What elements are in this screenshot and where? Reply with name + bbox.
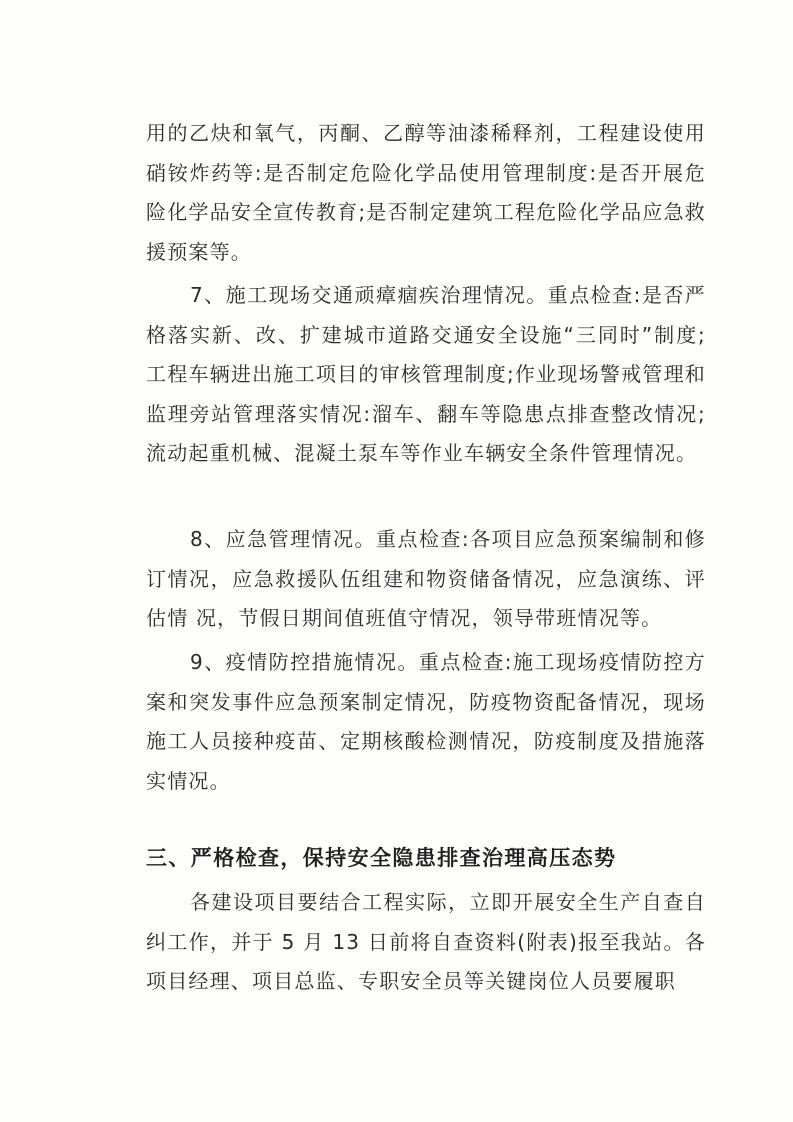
paragraph-item-8: 8、应急管理情况。重点检查:各项目应急预案编制和修订情况，应急救援队伍组建和物资储备情况，应急演练、评估情 况，节假日期间值班值守情况，领导带班情况等。 <box>146 527 706 630</box>
paragraph-item-9: 9、疫情防控措施情况。重点检查:施工现场疫情防控方案和突发事件应急预案制定情况，防疫物资配备情况，现场施工人员接种疫苗、定期核酸检测情况，防疫制度及措施落实情况。 <box>146 650 706 793</box>
section-3-heading: 三、严格检查，保持安全隐患排查治理高压态势 <box>146 846 617 870</box>
section-3-body: 各建设项目要结合工程实际，立即开展安全生产自查自纠工作，并于 5 月 13 日前将自查资料(附表)报至我站。各项目经理、项目总监、专职安全员等关键岗位人员要履职 <box>146 890 706 993</box>
paragraph-continued: 用的乙炔和氧气，丙酮、乙醇等油漆稀释剂，工程建设使用硝铵炸药等:是否制定危险化学品使用管理制度:是否开展危险化学品安全宣传教育;是否制定建筑工程危险化学品应急救援预案等。 <box>146 121 706 264</box>
paragraph-item-7: 7、施工现场交通顽瘴痼疾治理情况。重点检查:是否严格落实新、改、扩建城市道路交通安全设施“三同时”制度;工程车辆进出施工项目的审核管理制度;作业现场警戒管理和监理旁站管理落实情况:溜车、翻车等隐患点排查整改情况;流动起重机械、混凝土泵车等作业车辆安全条件管理情况。 <box>146 283 706 465</box>
